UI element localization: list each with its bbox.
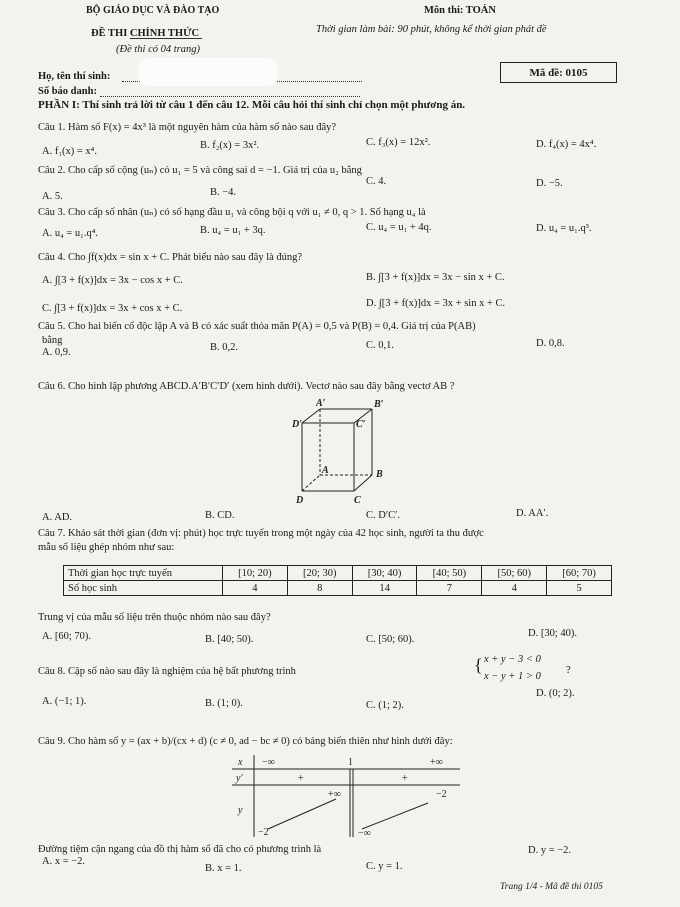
table-cell: 5: [547, 581, 612, 596]
q4-option-a: A. ∫[3 + f(x)]dx = 3x − cos x + C.: [42, 275, 183, 286]
q8-stem: Câu 8. Cặp số nào sau đây là nghiệm của hệ bất phương trình: [38, 666, 296, 677]
table-cell: Thời gian học trực tuyến: [64, 566, 223, 581]
exam-time: Thời gian làm bài: 90 phút, không kể thời gian phát đề: [316, 24, 547, 35]
pages-note: (Đề thi có 04 trang): [116, 44, 200, 55]
page-footer: Trang 1/4 - Mã đề thi 0105: [500, 882, 603, 892]
candidate-name-label: Họ, tên thí sinh:: [38, 71, 111, 82]
variation-table: [232, 755, 460, 837]
cube-edge-d1a1: [302, 409, 320, 423]
q9-stem: Câu 9. Cho hàm số y = (ax + b)/(cx + d) (c ≠ 0, ad − bc ≠ 0) có bảng biến thiên như hình dưới đây:: [38, 736, 453, 747]
q7-option-b: B. [40; 50).: [205, 634, 254, 645]
q8-option-d: D. (0; 2).: [536, 688, 575, 699]
table-cell: [50; 60): [482, 566, 547, 581]
vt-minus-inf: −∞: [262, 757, 275, 768]
q8-option-a: A. (−1; 1).: [42, 696, 87, 707]
q8-option-b: B. (1; 0).: [205, 698, 243, 709]
header-rule: [130, 38, 202, 39]
table-cell: [10; 20): [223, 566, 288, 581]
q9-option-a: A. x = −2.: [42, 856, 86, 867]
q3-option-b: B. u₄ = u₁ + 3q.: [200, 225, 266, 236]
table-row: [64, 566, 612, 581]
vt-arrow-2: [362, 803, 428, 829]
vt-plus-inf: +∞: [430, 757, 443, 768]
q2-option-c: C. 4.: [366, 176, 387, 187]
q3-option-d: D. u₄ = u₁.q³.: [536, 223, 592, 234]
q5-option-d: D. 0,8.: [536, 338, 565, 349]
vt-one: 1: [348, 757, 353, 768]
cube-edge-cb: [354, 475, 372, 491]
q1-stem: Câu 1. Hàm số F(x) = 4x³ là một nguyên hàm của hàm số nào sau đây?: [38, 122, 337, 133]
table-cell: [60; 70): [547, 566, 612, 581]
candidate-number-line: [100, 96, 360, 97]
vt-y-label: y: [238, 805, 243, 816]
vt-y-plus-inf: +∞: [328, 789, 341, 800]
subject: Môn thi: TOÁN: [424, 5, 496, 16]
q5-stem-cont: bằng: [42, 335, 63, 346]
q4-option-b: B. ∫[3 + f(x)]dx = 3x − sin x + C.: [366, 272, 505, 283]
vertex-b1: B′: [374, 399, 384, 410]
exam-type: ĐỀ THI CHÍNH THỨC: [91, 28, 200, 39]
q3-option-a: A. u₄ = u₁.q⁴.: [42, 228, 98, 239]
q5-stem: Câu 5. Cho hai biến cố độc lập A và B có xác suất thỏa mãn P(A) = 0,5 và P(B) = 0,4. Giá trị của P(AB): [38, 321, 476, 332]
q2-stem: Câu 2. Cho cấp số cộng (uₙ) có u₁ = 5 và công sai d = −1. Giá trị của u₂ bằng: [38, 165, 362, 176]
q7-option-a: A. [60; 70).: [42, 631, 91, 642]
q1-option-b: B. f₂(x) = 3x².: [200, 140, 260, 151]
q5-option-c: C. 0,1.: [366, 340, 395, 351]
q6-option-a: A. AD.: [42, 512, 73, 523]
exam-code-box: [500, 62, 617, 83]
q9-option-d: D. y = −2.: [528, 845, 572, 856]
q3-option-c: C. u₄ = u₁ + 4q.: [366, 222, 432, 233]
exam-code: Mã đề: 0105: [529, 66, 588, 79]
vertex-c: C: [354, 495, 361, 506]
q2-option-b: B. −4.: [210, 187, 237, 198]
vertex-b: B: [376, 469, 383, 480]
vt-x-label: x: [238, 757, 243, 768]
q7-option-c: C. [50; 60).: [366, 634, 415, 645]
q9-option-c: C. y = 1.: [366, 861, 403, 872]
table-cell: 14: [352, 581, 417, 596]
vertex-d: D: [296, 495, 304, 506]
q7-stem: Câu 7. Khảo sát thời gian (đơn vị: phút) học trực tuyến trong một ngày của 42 học sinh, người ta thu được: [38, 528, 484, 539]
vertex-a: A: [322, 465, 329, 476]
system-brace: {: [474, 655, 483, 675]
q8-inequality-2: x − y + 1 > 0: [484, 671, 541, 682]
q6-option-d: D. AA′.: [516, 508, 549, 519]
frequency-table: [63, 565, 612, 596]
q8-inequality-1: x + y − 3 < 0: [484, 654, 541, 665]
cube-edge-da-hidden: [302, 475, 320, 491]
q1-option-a: A. f₁(x) = x⁴.: [42, 146, 97, 157]
q7-question: Trung vị của mẫu số liệu trên thuộc nhóm nào sau đây?: [38, 612, 271, 623]
part1-title: PHẦN I: Thí sinh trả lời từ câu 1 đến câu 12. Mỗi câu hỏi thí sinh chỉ chọn một phương án.: [38, 99, 466, 111]
vertex-a1: A′: [316, 398, 326, 409]
candidate-number-label: Số báo danh:: [38, 86, 97, 97]
table-row: [64, 581, 612, 596]
table-cell: 8: [287, 581, 352, 596]
vt-plus-2: +: [402, 773, 408, 784]
vt-y-minus2-left: −2: [258, 827, 269, 837]
q9-question: Đường tiệm cận ngang của đồ thị hàm số đã cho có phương trình là: [38, 844, 322, 855]
q5-option-a: A. 0,9.: [42, 347, 71, 358]
vt-yp-label: y′: [236, 773, 243, 784]
q3-stem: Câu 3. Cho cấp số nhân (uₙ) có số hạng đầu u₁ và công bội q với u₁ ≠ 0, q > 1. Số hạng u₄ là: [38, 207, 426, 218]
q8-question-mark: ?: [566, 665, 571, 676]
q6-option-b: B. CD.: [205, 510, 235, 521]
q1-option-d: D. f₄(x) = 4x⁴.: [536, 139, 597, 150]
q7-option-d: D. [30; 40).: [528, 628, 577, 639]
table-cell: [30; 40): [352, 566, 417, 581]
q6-option-c: C. D′C′.: [366, 510, 401, 521]
q1-option-c: C. f₃(x) = 12x².: [366, 137, 431, 148]
q5-option-b: B. 0,2.: [210, 342, 239, 353]
q4-option-c: C. ∫[3 + f(x)]dx = 3x + cos x + C.: [42, 303, 183, 314]
q4-option-d: D. ∫[3 + f(x)]dx = 3x + sin x + C.: [366, 298, 506, 309]
org-name: BỘ GIÁO DỤC VÀ ĐÀO TẠO: [86, 5, 220, 16]
vertex-d1: D′: [292, 419, 303, 430]
q4-stem: Câu 4. Cho ∫f(x)dx = sin x + C. Phát biểu nào sau đây là đúng?: [38, 252, 303, 263]
vt-y-minus2-right: −2: [436, 789, 447, 800]
q6-stem: Câu 6. Cho hình lập phương ABCD.A′B′C′D′ (xem hình dưới). Vectơ nào sau đây bằng vectơ AB ?: [38, 381, 455, 392]
q2-option-d: D. −5.: [536, 178, 563, 189]
vertex-c1: C′: [356, 419, 366, 430]
vt-y-minus-inf: −∞: [358, 828, 371, 837]
vt-arrow-1: [268, 799, 336, 829]
table-cell: 7: [417, 581, 482, 596]
table-cell: [40; 50): [417, 566, 482, 581]
q7-stem-cont: mẫu số liệu ghép nhóm như sau:: [38, 542, 175, 553]
cube-figure: [280, 395, 410, 507]
q9-option-b: B. x = 1.: [205, 863, 242, 874]
redaction: [138, 58, 278, 86]
q8-option-c: C. (1; 2).: [366, 700, 404, 711]
table-cell: [20; 30): [287, 566, 352, 581]
table-cell: 4: [223, 581, 288, 596]
q2-option-a: A. 5.: [42, 191, 63, 202]
vt-plus-1: +: [298, 773, 304, 784]
table-cell: 4: [482, 581, 547, 596]
table-cell: Số học sinh: [64, 581, 223, 596]
